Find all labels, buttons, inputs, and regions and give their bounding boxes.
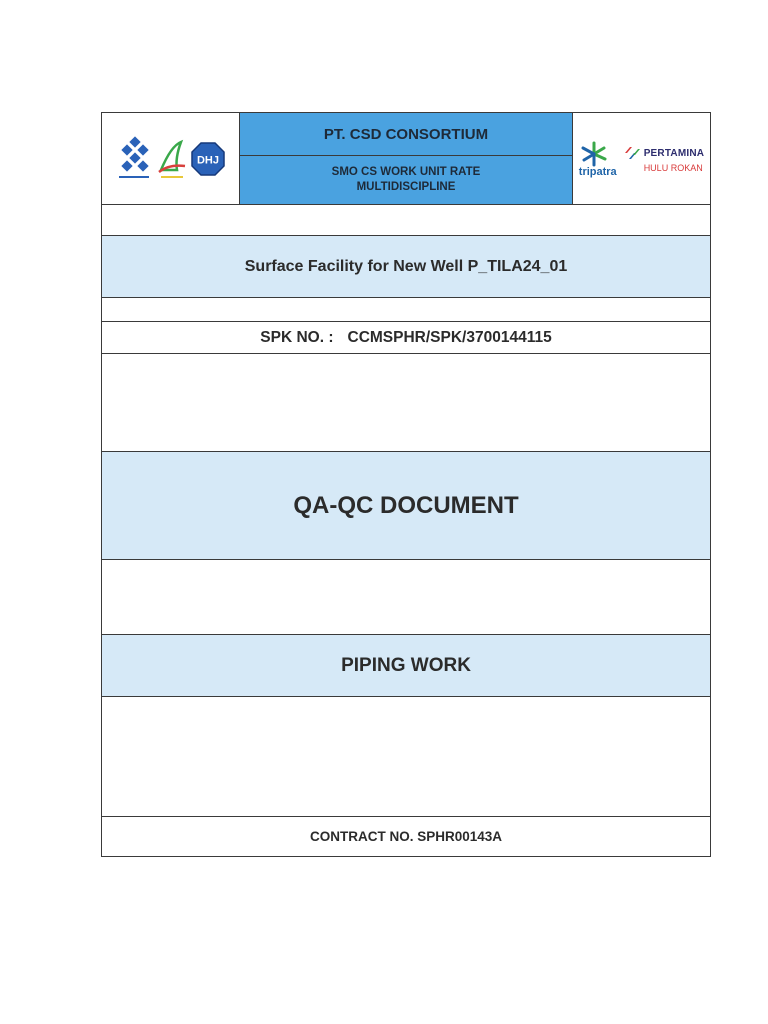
pertamina-name: PERTAMINA — [643, 148, 705, 159]
work-description-line1: SMO CS WORK UNIT RATE — [331, 166, 481, 178]
consortium-logos — [117, 136, 225, 182]
work-description-line2: MULTIDISCIPLINE — [356, 181, 456, 193]
header-row — [102, 113, 710, 205]
spacer-row — [102, 298, 710, 322]
tripatra-logo — [579, 140, 617, 178]
contract-number: CONTRACT NO. SPHR00143A — [309, 829, 503, 844]
dhj-logo-icon — [191, 142, 225, 176]
spacer-row — [102, 354, 710, 452]
sail-logo-icon — [157, 136, 187, 182]
dhj-logo-text: DHJ — [196, 154, 219, 166]
header-title-block — [240, 113, 572, 204]
pertamina-logo — [623, 145, 705, 173]
work-type: PIPING WORK — [102, 635, 710, 697]
right-logo-cell — [572, 113, 710, 204]
left-logo-cell — [102, 113, 240, 204]
spacer-row — [102, 205, 710, 236]
project-title: Surface Facility for New Well P_TILA24_01 — [102, 236, 710, 298]
spk-number-row — [102, 322, 710, 354]
work-description — [240, 156, 572, 204]
document-title: QA-QC DOCUMENT — [102, 452, 710, 560]
document-cover-sheet — [101, 112, 711, 857]
spacer-row — [102, 560, 710, 635]
spk-label: SPK NO. : — [260, 328, 334, 346]
pertamina-logo-icon — [623, 145, 641, 163]
pertamina-subsidiary: HULU ROKAN — [643, 162, 703, 173]
company-name: PT. CSD CONSORTIUM — [240, 113, 572, 156]
client-logos — [579, 140, 704, 178]
csd-logo-icon — [117, 136, 153, 182]
spacer-row — [102, 697, 710, 817]
tripatra-logo-icon — [579, 140, 609, 168]
spk-value: CCMSPHR/SPK/3700144115 — [347, 328, 552, 346]
tripatra-logo-text: tripatra — [578, 165, 617, 178]
